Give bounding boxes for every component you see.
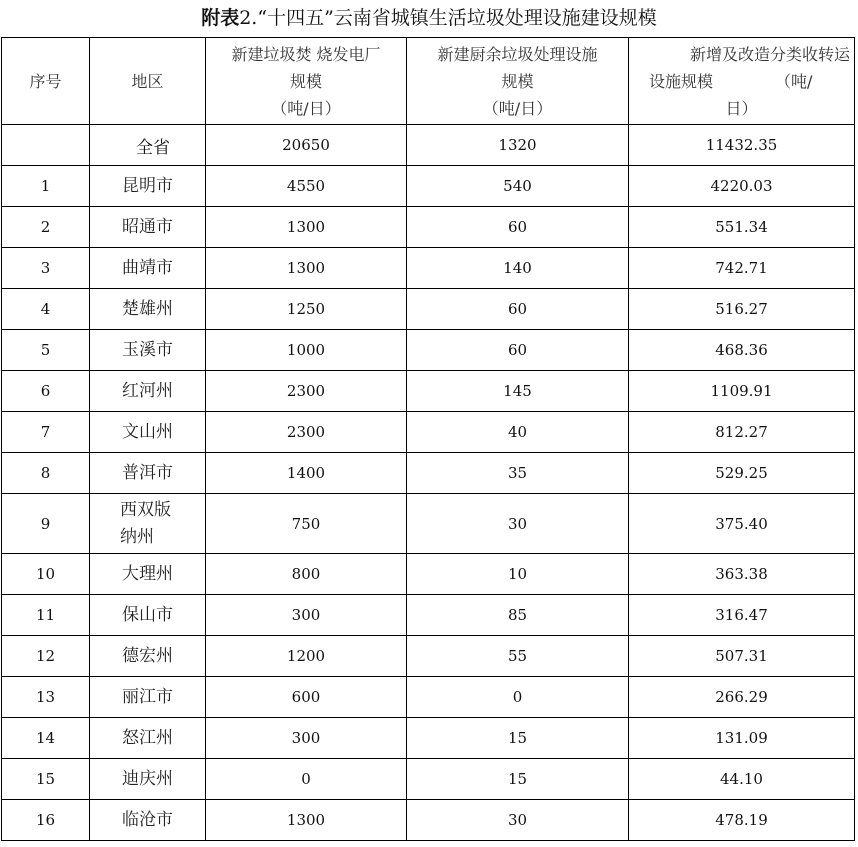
cell-incineration: 1250: [206, 289, 407, 330]
cell-seq: 7: [2, 412, 90, 453]
cell-kitchen: 60: [407, 207, 629, 248]
cell-seq: 13: [2, 677, 90, 718]
header-transfer-line2a: 设施规模: [649, 71, 714, 91]
cell-region: 临沧市: [90, 800, 206, 841]
cell-incineration: 1300: [206, 207, 407, 248]
table-row: [2, 636, 855, 677]
cell-kitchen: 140: [407, 248, 629, 289]
cell-kitchen: 35: [407, 453, 629, 494]
cell-transfer: 1109.91: [629, 371, 855, 412]
cell-incineration: 2300: [206, 412, 407, 453]
cell-region: 红河州: [90, 371, 206, 412]
cell-incineration: 750: [206, 494, 407, 554]
header-incineration-line2: 规模: [289, 71, 322, 91]
cell-kitchen: 540: [407, 166, 629, 207]
cell-region: 德宏州: [90, 636, 206, 677]
cell-transfer: 131.09: [629, 718, 855, 759]
header-region: 地区: [90, 38, 206, 125]
title-prefix: 附表: [201, 7, 240, 29]
cell-region: 迪庆州: [90, 759, 206, 800]
cell-region-line2: 纳州: [120, 526, 154, 547]
cell-seq: 11: [2, 595, 90, 636]
cell-region: 大理州: [90, 554, 206, 595]
table-row: [2, 554, 855, 595]
table-row: [2, 453, 855, 494]
cell-kitchen: 85: [407, 595, 629, 636]
table-row: [2, 677, 855, 718]
cell-region: 楚雄州: [90, 289, 206, 330]
cell-region: 保山市: [90, 595, 206, 636]
cell-region: 昭通市: [90, 207, 206, 248]
cell-transfer: 375.40: [629, 494, 855, 554]
cell-transfer: 742.71: [629, 248, 855, 289]
table-row: [2, 494, 855, 554]
cell-transfer: 468.36: [629, 330, 855, 371]
cell-transfer: 812.27: [629, 412, 855, 453]
cell-transfer: 529.25: [629, 453, 855, 494]
cell-region-line1: 西双版: [120, 499, 171, 520]
cell-transfer: 478.19: [629, 800, 855, 841]
cell-seq: 5: [2, 330, 90, 371]
table-body: [2, 125, 855, 841]
cell-kitchen: 15: [407, 718, 629, 759]
cell-kitchen: 55: [407, 636, 629, 677]
table-row: [2, 207, 855, 248]
header-kitchen: [407, 38, 629, 125]
cell-region: 曲靖市: [90, 248, 206, 289]
table-row: [2, 412, 855, 453]
cell-incineration: 1200: [206, 636, 407, 677]
cell-seq: 14: [2, 718, 90, 759]
table-row: [2, 248, 855, 289]
header-transfer-line2b: （吨/: [775, 71, 813, 91]
cell-seq: 10: [2, 554, 90, 595]
table-row: [2, 371, 855, 412]
total-transfer: 11432.35: [629, 125, 855, 166]
header-transfer-line1: 新增及改造分类收转运: [689, 44, 850, 64]
cell-region: 玉溪市: [90, 330, 206, 371]
cell-transfer: 551.34: [629, 207, 855, 248]
cell-seq: 1: [2, 166, 90, 207]
cell-region: 丽江市: [90, 677, 206, 718]
cell-incineration: 300: [206, 718, 407, 759]
cell-transfer: 44.10: [629, 759, 855, 800]
header-row: [2, 38, 855, 125]
cell-transfer: 363.38: [629, 554, 855, 595]
cell-incineration: 1400: [206, 453, 407, 494]
header-kitchen-line3: （吨/日）: [482, 98, 553, 118]
cell-kitchen: 40: [407, 412, 629, 453]
cell-incineration: 2300: [206, 371, 407, 412]
cell-kitchen: 30: [407, 494, 629, 554]
cell-seq: 8: [2, 453, 90, 494]
header-incineration: [206, 38, 407, 125]
header-kitchen-line2: 规模: [501, 71, 534, 91]
cell-seq: 6: [2, 371, 90, 412]
table-row: [2, 289, 855, 330]
cell-region: [90, 494, 206, 554]
cell-seq: 16: [2, 800, 90, 841]
header-incineration-line3: （吨/日）: [271, 98, 341, 118]
cell-incineration: 1000: [206, 330, 407, 371]
header-kitchen-line1: 新建厨余垃圾处理设施: [437, 44, 598, 64]
cell-transfer: 507.31: [629, 636, 855, 677]
table-row: [2, 800, 855, 841]
title-number: 2.: [239, 7, 258, 29]
total-row: [2, 125, 855, 166]
cell-kitchen: 0: [407, 677, 629, 718]
total-incineration: 20650: [206, 125, 407, 166]
cell-seq: 12: [2, 636, 90, 677]
cell-kitchen: 60: [407, 330, 629, 371]
cell-incineration: 300: [206, 595, 407, 636]
header-transfer-line2: [629, 68, 854, 95]
cell-seq: 9: [2, 494, 90, 554]
header-incineration-line1: 新建垃圾焚 烧发电厂: [231, 44, 381, 64]
table-row: [2, 595, 855, 636]
cell-region: 普洱市: [90, 453, 206, 494]
header-transfer-line3: 日）: [725, 98, 758, 118]
cell-incineration: 4550: [206, 166, 407, 207]
cell-kitchen: 60: [407, 289, 629, 330]
table-row: [2, 166, 855, 207]
cell-transfer: 4220.03: [629, 166, 855, 207]
cell-transfer: 516.27: [629, 289, 855, 330]
cell-region: 怒江州: [90, 718, 206, 759]
cell-incineration: 1300: [206, 248, 407, 289]
table-row: [2, 718, 855, 759]
cell-kitchen: 15: [407, 759, 629, 800]
waste-facility-table: [1, 37, 855, 841]
cell-seq: 3: [2, 248, 90, 289]
total-kitchen: 1320: [407, 125, 629, 166]
total-label: 全省: [90, 125, 206, 166]
cell-incineration: 800: [206, 554, 407, 595]
cell-region: 文山州: [90, 412, 206, 453]
cell-seq: 2: [2, 207, 90, 248]
title-body: “十四五”云南省城镇生活垃圾处理设施建设规模: [257, 7, 657, 29]
cell-region: 昆明市: [90, 166, 206, 207]
cell-incineration: 600: [206, 677, 407, 718]
header-seq: 序号: [2, 38, 90, 125]
document-title: [0, 4, 858, 32]
cell-seq: 15: [2, 759, 90, 800]
cell-kitchen: 30: [407, 800, 629, 841]
cell-seq: 4: [2, 289, 90, 330]
cell-kitchen: 145: [407, 371, 629, 412]
cell-incineration: 0: [206, 759, 407, 800]
table-row: [2, 330, 855, 371]
cell-incineration: 1300: [206, 800, 407, 841]
cell-kitchen: 10: [407, 554, 629, 595]
cell-transfer: 316.47: [629, 595, 855, 636]
total-seq: [2, 125, 90, 166]
header-transfer: [629, 38, 855, 125]
table-row: [2, 759, 855, 800]
cell-transfer: 266.29: [629, 677, 855, 718]
